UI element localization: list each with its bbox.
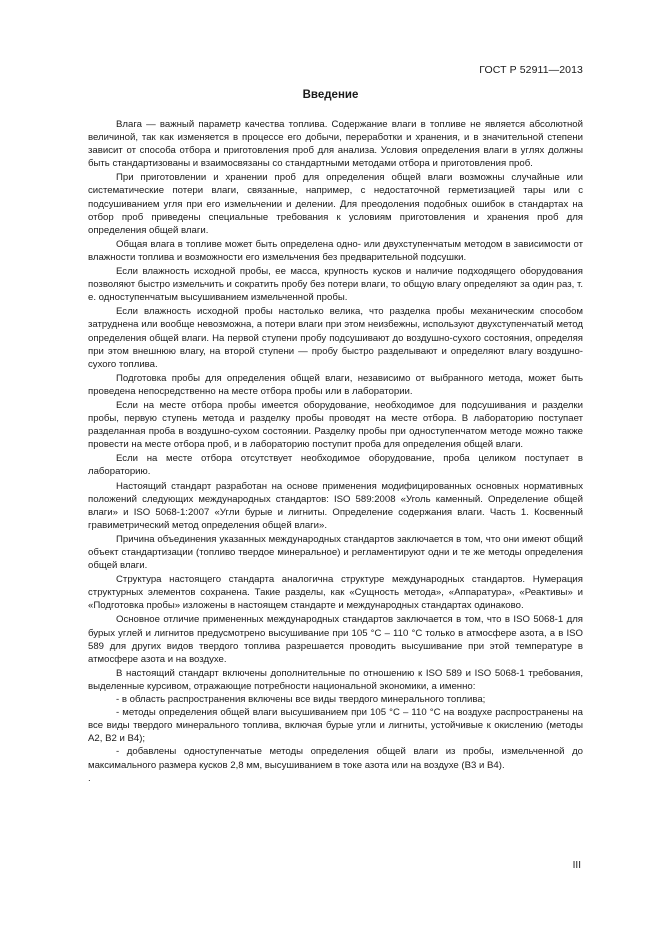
paragraph: Причина объединения указанных международных стандартов заключается в том, что они имеют общий объект стандартизации (топливо твердое минеральное) и регламентируют одни и те же методы определения общей влаги. — [88, 533, 583, 572]
paragraph: Если на месте отбора отсутствует необходимое оборудование, проба целиком поступает в лабораторию. — [88, 453, 583, 478]
paragraph: Если влажность исходной пробы настолько велика, что разделка пробы механическим способом затруднена или вообще невозможна, а потери влаги при этом неизбежны, используют двухступенчатый метод определения общей влаги. На первой ступени пробу подсушивают до воздушно-сухого состояния, определяя при этом внешнюю влагу, на второй ступени — пробу быстро разделывают и определяют влагу воздушно-сухого топлива. — [88, 306, 583, 370]
introduction-body — [88, 118, 583, 785]
page-number: III — [572, 860, 581, 871]
paragraph: Если на месте отбора пробы имеется оборудование, необходимое для подсушивания и разделки пробы, первую ступень метода и разделку пробы проводят на месте отбора. В лабораторию поступает разделанная проба в воздушно-сухом состоянии. Разделку пробы при одноступенчатом методе можно также провести на месте отбора проб, и в лабораторию поступит проба для определения общей влаги. — [88, 399, 583, 451]
list-item: - в область распространения включены все виды твердого минерального топлива; — [116, 694, 486, 706]
paragraph: Если влажность исходной пробы, ее масса, крупность кусков и наличие подходящего оборудования позволяют быстро измельчить и сократить пробу без потери влаги, то общую влагу определяют за один раз, т. е. одноступенчатым высушиванием измельченной пробы. — [88, 266, 583, 304]
trailing-dot: . — [88, 772, 91, 784]
paragraph: Настоящий стандарт разработан на основе применения модифицированных основных нормативных положений следующих международных стандартов: ISO 589:2008 «Уголь каменный. Определение общей влаги» и ISO 5068-1:2007 «Угли бурые и лигниты. Определение содержания влаги. Часть 1. Косвенный гравиметрический метод определения общей влаги». — [88, 480, 583, 531]
paragraph: Общая влага в топливе может быть определена одно- или двухступенчатым методом в зависимости от влажности топлива и возможности его измельчения без предварительной подсушки. — [88, 238, 583, 263]
paragraph: В настоящий стандарт включены дополнительные по отношению к ISO 589 и ISO 5068-1 требования, выделенные курсивом, отражающие потребности национальной экономики, а именно: — [88, 667, 583, 692]
standard-code: ГОСТ Р 52911—2013 — [479, 64, 583, 76]
list-item: - добавлены одноступенчатые методы определения общей влаги из пробы, измельченной до максимального размера кусков 2,8 мм, высушиванием в токе азота или на воздухе (В3 и В4). — [88, 746, 583, 771]
page-title: Введение — [302, 89, 359, 101]
list-item: - методы определения общей влаги высушиванием при 105 °С – 110 °С на воздухе распространены на все виды твердого минерального топлива, включая бурые угли и лигниты, устойчивые к окислению (методы А2, В2 и В4); — [88, 707, 583, 745]
paragraph: Структура настоящего стандарта аналогична структуре международных стандартов. Нумерация структурных элементов сохранена. Такие разделы, как «Сущность метода», «Аппаратура», «Реактивы» и «Подготовка пробы» изложены в настоящем стандарте и международных стандартах одинаково. — [88, 574, 583, 612]
paragraph: При приготовлении и хранении проб для определения общей влаги возможны случайные или систематические потери влаги, связанные, например, с недостаточной герметизацией тары или с подсушиванием угля при его измельчении и делении. Для преодоления подобных ошибок в стандартах на отбор проб приведены специальные требования к условиям приготовления и хранения проб для определения общей влаги. — [88, 172, 583, 236]
paragraph: Подготовка пробы для определения общей влаги, независимо от выбранного метода, может быть проведена непосредственно на месте отбора пробы или в лаборатории. — [88, 372, 583, 397]
paragraph: Влага — важный параметр качества топлива. Содержание влаги в топливе не является абсолютной величиной, так как изменяется в процессе его добычи, переработки и хранения, и в значительной степени зависит от способа отбора и приготовления проб для анализа. Условия определения влаги в углях должны быть стандартизованы и взаимосвязаны со стандартными методами отбора и приготовления проб. — [88, 119, 583, 170]
paragraph: Основное отличие примененных международных стандартов заключается в том, что в ISO 5068-1 для бурых углей и лигнитов предусмотрено высушивание при 105 °С – 110 °С только в атмосфере азота, а в ISO 589 для других видов твердого топлива разрешается проводить высушивание при этой температуре в атмосфере азота и на воздухе. — [88, 614, 583, 665]
